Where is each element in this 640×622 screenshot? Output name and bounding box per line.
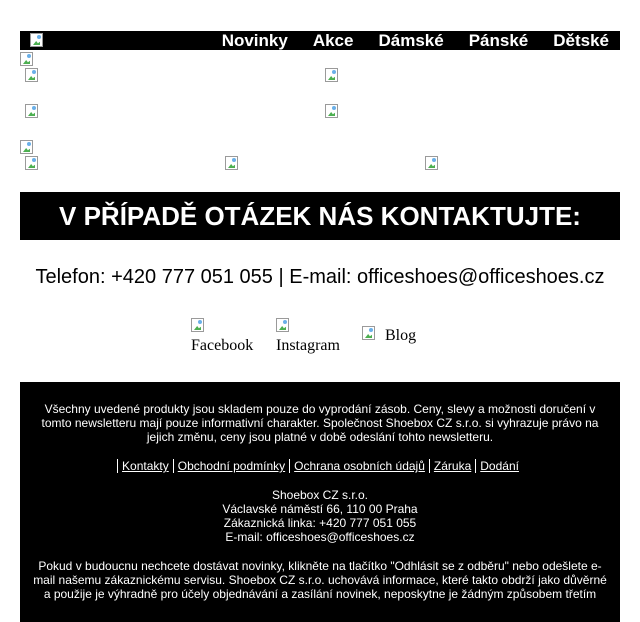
nav-item-novinky[interactable]: Novinky xyxy=(221,31,288,50)
instagram-link[interactable] xyxy=(276,318,340,355)
blog-link[interactable] xyxy=(362,326,416,345)
footer-link-obchodni-podminky[interactable]: Obchodní podmínky xyxy=(173,459,289,473)
product-image[interactable] xyxy=(25,68,38,82)
product-image[interactable] xyxy=(425,156,438,170)
facebook-label: Facebook xyxy=(191,337,254,354)
product-image[interactable] xyxy=(225,156,238,170)
footer-links xyxy=(20,459,620,473)
logo-image[interactable] xyxy=(30,33,43,47)
banner-image[interactable] xyxy=(20,140,33,154)
instagram-icon xyxy=(276,318,289,332)
header-nav xyxy=(20,31,620,50)
blog-label: Blog xyxy=(385,327,417,344)
banner-image[interactable] xyxy=(20,52,33,66)
nav-item-panske[interactable]: Pánské xyxy=(468,31,529,50)
blog-icon xyxy=(362,326,375,340)
contact-banner: V PŘÍPADĚ OTÁZEK NÁS KONTAKTUJTE: xyxy=(20,192,620,240)
company-street: Václavské náměstí 66, 110 00 Praha xyxy=(222,502,418,516)
footer-link-kontakty[interactable]: Kontakty xyxy=(117,459,173,473)
nav-item-detske[interactable]: Dětské xyxy=(553,31,609,50)
footer-link-zaruka[interactable]: Záruka xyxy=(429,459,475,473)
product-image[interactable] xyxy=(325,104,338,118)
nav-menu xyxy=(197,31,609,50)
footer xyxy=(20,382,620,622)
company-hotline: Zákaznická linka: +420 777 051 055 xyxy=(223,516,417,530)
product-image[interactable] xyxy=(25,156,38,170)
instagram-label: Instagram xyxy=(276,337,340,354)
footer-link-dodani[interactable]: Dodání xyxy=(475,459,523,473)
company-email: E-mail: officeshoes@officeshoes.cz xyxy=(225,530,415,544)
nav-item-akce[interactable]: Akce xyxy=(312,31,354,50)
footer-disclaimer: Všechny uvedené produkty jsou skladem pouze do vyprodání zásob. Ceny, slevy a možnosti doručení v tomto newsletteru mají pouze informativní charakter. Společnost Shoebox CZ s.r.o. si vyhrazuje právo na jejich změnu, ceny jsou platné v době odeslání tohto newsletteru. xyxy=(41,402,599,444)
footer-address xyxy=(20,488,620,544)
facebook-link[interactable] xyxy=(191,318,253,355)
product-image[interactable] xyxy=(325,68,338,82)
facebook-icon xyxy=(191,318,204,332)
footer-link-ochrana-udaju[interactable]: Ochrana osobních údajů xyxy=(289,459,429,473)
unsubscribe-text: Pokud v budoucnu nechcete dostávat novinky, klikněte na tlačítko "Odhlásit se z odběru" nebo odešlete e-mail našemu zákaznickému servisu. Shoebox CZ s.r.o. uchovává informace, které takto obdrží jako důvěrné a použije je výhradně pro účely objednávání a zasílání novinek, neposkytne je žádným způsobem třetím xyxy=(33,559,607,601)
contact-info: Telefon: +420 777 051 055 | E-mail: officeshoes@officeshoes.cz xyxy=(35,266,605,288)
company-name: Shoebox CZ s.r.o. xyxy=(271,488,369,502)
nav-item-damske[interactable]: Dámské xyxy=(378,31,444,50)
product-image[interactable] xyxy=(25,104,38,118)
